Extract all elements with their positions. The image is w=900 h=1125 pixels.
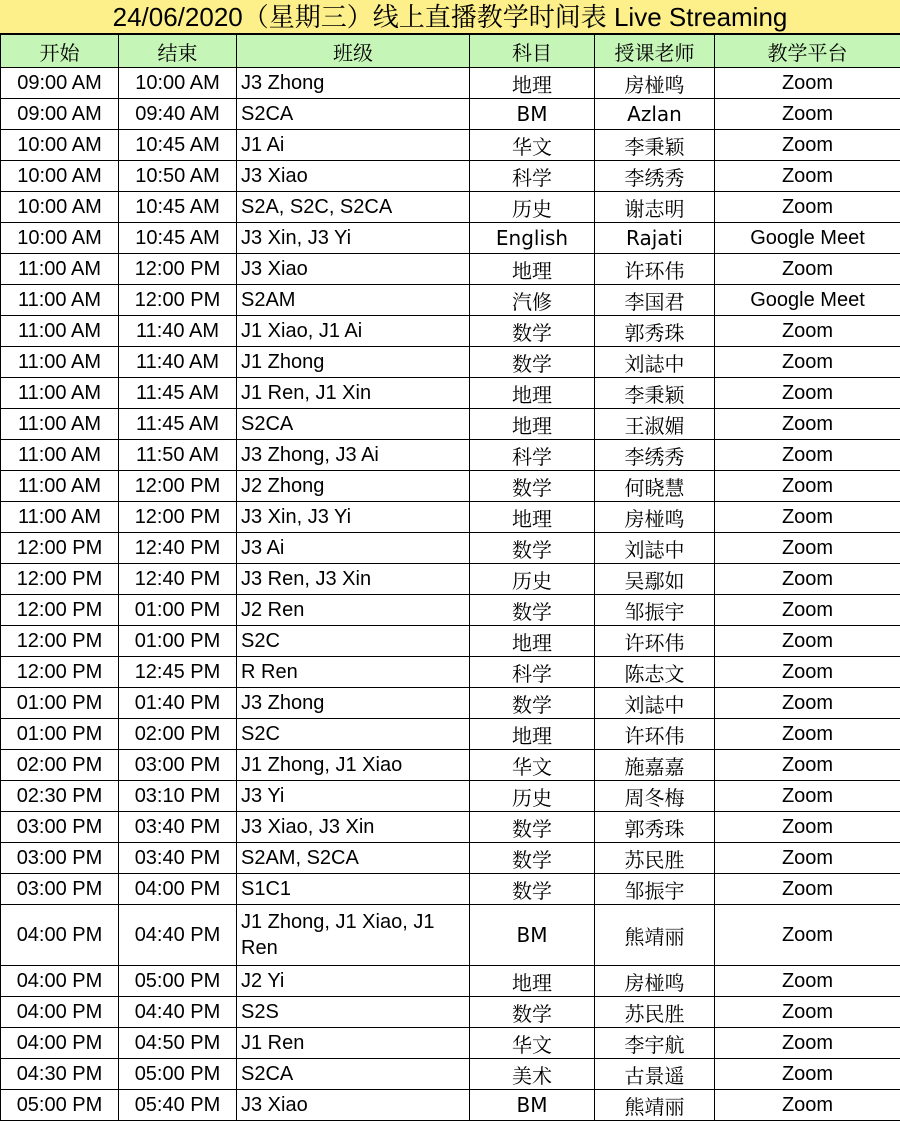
teacher-cell: 熊靖丽 xyxy=(595,1090,715,1121)
teacher-cell: 李绣秀 xyxy=(595,440,715,471)
class-cell: J3 Xiao xyxy=(237,161,470,192)
subject-cell: 数学 xyxy=(470,874,595,905)
subject-cell: 地理 xyxy=(470,254,595,285)
end-time-cell: 12:00 PM xyxy=(119,471,237,502)
end-time-cell: 11:50 AM xyxy=(119,440,237,471)
teacher-cell: 许环伟 xyxy=(595,719,715,750)
table-row xyxy=(1,285,900,316)
end-time-cell: 04:40 PM xyxy=(119,905,237,966)
end-time-cell: 04:50 PM xyxy=(119,1028,237,1059)
teacher-cell: 房椪鸣 xyxy=(595,966,715,997)
class-cell: J3 Yi xyxy=(237,781,470,812)
teacher-cell: 谢志明 xyxy=(595,192,715,223)
class-cell: J3 Xiao xyxy=(237,254,470,285)
table-row xyxy=(1,626,900,657)
subject-cell: 地理 xyxy=(470,68,595,99)
table-row xyxy=(1,502,900,533)
end-time-cell: 10:45 AM xyxy=(119,223,237,254)
class-cell: J3 Zhong xyxy=(237,688,470,719)
class-cell: R Ren xyxy=(237,657,470,688)
start-time-cell: 12:00 PM xyxy=(1,626,119,657)
class-cell: J1 Zhong xyxy=(237,347,470,378)
teacher-cell: 施嘉嘉 xyxy=(595,750,715,781)
table-row xyxy=(1,874,900,905)
start-time-cell: 04:00 PM xyxy=(1,997,119,1028)
column-header-class: 班级 xyxy=(237,35,470,68)
start-time-cell: 11:00 AM xyxy=(1,378,119,409)
subject-cell: 汽修 xyxy=(470,285,595,316)
end-time-cell: 05:00 PM xyxy=(119,966,237,997)
start-time-cell: 03:00 PM xyxy=(1,874,119,905)
end-time-cell: 04:00 PM xyxy=(119,874,237,905)
end-time-cell: 12:00 PM xyxy=(119,254,237,285)
teacher-cell: Rajati xyxy=(595,223,715,254)
subject-cell: 数学 xyxy=(470,533,595,564)
platform-cell: Zoom xyxy=(715,533,900,564)
subject-cell: 科学 xyxy=(470,161,595,192)
subject-cell: 地理 xyxy=(470,502,595,533)
start-time-cell: 09:00 AM xyxy=(1,99,119,130)
table-row xyxy=(1,347,900,378)
teacher-cell: 许环伟 xyxy=(595,254,715,285)
teacher-cell: 苏民胜 xyxy=(595,997,715,1028)
table-row xyxy=(1,192,900,223)
table-row xyxy=(1,1090,900,1121)
class-cell: J1 Ai xyxy=(237,130,470,161)
subject-cell: BM xyxy=(470,99,595,130)
start-time-cell: 02:30 PM xyxy=(1,781,119,812)
teacher-cell: 郭秀珠 xyxy=(595,316,715,347)
start-time-cell: 12:00 PM xyxy=(1,595,119,626)
subject-cell: 数学 xyxy=(470,688,595,719)
platform-cell: Zoom xyxy=(715,68,900,99)
table-row xyxy=(1,997,900,1028)
platform-cell: Zoom xyxy=(715,997,900,1028)
class-cell: S2CA xyxy=(237,409,470,440)
table-row xyxy=(1,657,900,688)
end-time-cell: 12:40 PM xyxy=(119,533,237,564)
column-header-start: 开始 xyxy=(1,35,119,68)
start-time-cell: 04:00 PM xyxy=(1,905,119,966)
end-time-cell: 10:45 AM xyxy=(119,192,237,223)
class-cell: S1C1 xyxy=(237,874,470,905)
platform-cell: Zoom xyxy=(715,471,900,502)
end-time-cell: 11:40 AM xyxy=(119,347,237,378)
start-time-cell: 01:00 PM xyxy=(1,719,119,750)
table-row xyxy=(1,99,900,130)
platform-cell: Google Meet xyxy=(715,285,900,316)
platform-cell: Zoom xyxy=(715,347,900,378)
schedule-table xyxy=(0,34,900,1121)
end-time-cell: 12:00 PM xyxy=(119,285,237,316)
teacher-cell: 周冬梅 xyxy=(595,781,715,812)
subject-cell: 数学 xyxy=(470,812,595,843)
class-cell: S2CA xyxy=(237,1059,470,1090)
subject-cell: 华文 xyxy=(470,1028,595,1059)
end-time-cell: 03:40 PM xyxy=(119,812,237,843)
platform-cell: Zoom xyxy=(715,1059,900,1090)
platform-cell: Zoom xyxy=(715,409,900,440)
teacher-cell: 吴鄢如 xyxy=(595,564,715,595)
end-time-cell: 09:40 AM xyxy=(119,99,237,130)
start-time-cell: 11:00 AM xyxy=(1,285,119,316)
page-title: 24/06/2020（星期三）线上直播教学时间表 Live Streaming xyxy=(0,0,900,34)
start-time-cell: 12:00 PM xyxy=(1,533,119,564)
header-row xyxy=(1,35,900,68)
table-row xyxy=(1,254,900,285)
class-cell: S2S xyxy=(237,997,470,1028)
teacher-cell: 李秉颖 xyxy=(595,130,715,161)
platform-cell: Google Meet xyxy=(715,223,900,254)
platform-cell: Zoom xyxy=(715,874,900,905)
platform-cell: Zoom xyxy=(715,316,900,347)
subject-cell: 华文 xyxy=(470,130,595,161)
table-row xyxy=(1,1059,900,1090)
subject-cell: BM xyxy=(470,1090,595,1121)
subject-cell: 数学 xyxy=(470,843,595,874)
class-cell: J2 Yi xyxy=(237,966,470,997)
class-cell: J3 Xiao, J3 Xin xyxy=(237,812,470,843)
subject-cell: 历史 xyxy=(470,781,595,812)
start-time-cell: 02:00 PM xyxy=(1,750,119,781)
start-time-cell: 12:00 PM xyxy=(1,657,119,688)
teacher-cell: 王淑媚 xyxy=(595,409,715,440)
platform-cell: Zoom xyxy=(715,781,900,812)
teacher-cell: 李秉颖 xyxy=(595,378,715,409)
end-time-cell: 01:00 PM xyxy=(119,595,237,626)
teacher-cell: 刘誌中 xyxy=(595,688,715,719)
teacher-cell: 刘誌中 xyxy=(595,347,715,378)
table-row xyxy=(1,905,900,966)
teacher-cell: 刘誌中 xyxy=(595,533,715,564)
class-cell: J1 Ren xyxy=(237,1028,470,1059)
platform-cell: Zoom xyxy=(715,719,900,750)
subject-cell: 地理 xyxy=(470,626,595,657)
start-time-cell: 11:00 AM xyxy=(1,440,119,471)
subject-cell: 科学 xyxy=(470,440,595,471)
teacher-cell: 邹振宇 xyxy=(595,874,715,905)
end-time-cell: 02:00 PM xyxy=(119,719,237,750)
subject-cell: 数学 xyxy=(470,471,595,502)
subject-cell: 数学 xyxy=(470,347,595,378)
table-row xyxy=(1,719,900,750)
class-cell: S2CA xyxy=(237,99,470,130)
start-time-cell: 12:00 PM xyxy=(1,564,119,595)
subject-cell: 历史 xyxy=(470,564,595,595)
column-header-subject: 科目 xyxy=(470,35,595,68)
start-time-cell: 11:00 AM xyxy=(1,347,119,378)
subject-cell: 历史 xyxy=(470,192,595,223)
start-time-cell: 01:00 PM xyxy=(1,688,119,719)
platform-cell: Zoom xyxy=(715,1090,900,1121)
start-time-cell: 10:00 AM xyxy=(1,192,119,223)
teacher-cell: 古景遥 xyxy=(595,1059,715,1090)
subject-cell: 数学 xyxy=(470,316,595,347)
class-cell: J3 Xin, J3 Yi xyxy=(237,223,470,254)
subject-cell: 科学 xyxy=(470,657,595,688)
start-time-cell: 11:00 AM xyxy=(1,471,119,502)
start-time-cell: 10:00 AM xyxy=(1,223,119,254)
class-cell: J3 Ren, J3 Xin xyxy=(237,564,470,595)
start-time-cell: 11:00 AM xyxy=(1,502,119,533)
end-time-cell: 11:45 AM xyxy=(119,409,237,440)
subject-cell: 数学 xyxy=(470,595,595,626)
start-time-cell: 04:00 PM xyxy=(1,966,119,997)
subject-cell: 地理 xyxy=(470,966,595,997)
class-cell: J1 Zhong, J1 Xiao, J1 Ren xyxy=(237,905,470,966)
platform-cell: Zoom xyxy=(715,626,900,657)
table-row xyxy=(1,161,900,192)
teacher-cell: 李绣秀 xyxy=(595,161,715,192)
end-time-cell: 04:40 PM xyxy=(119,997,237,1028)
table-row xyxy=(1,781,900,812)
table-row xyxy=(1,750,900,781)
table-row xyxy=(1,440,900,471)
teacher-cell: 许环伟 xyxy=(595,626,715,657)
platform-cell: Zoom xyxy=(715,378,900,409)
subject-cell: English xyxy=(470,223,595,254)
start-time-cell: 11:00 AM xyxy=(1,316,119,347)
teacher-cell: 李国君 xyxy=(595,285,715,316)
subject-cell: 华文 xyxy=(470,750,595,781)
table-row xyxy=(1,564,900,595)
teacher-cell: 邹振宇 xyxy=(595,595,715,626)
start-time-cell: 04:00 PM xyxy=(1,1028,119,1059)
platform-cell: Zoom xyxy=(715,657,900,688)
table-row xyxy=(1,68,900,99)
subject-cell: 美术 xyxy=(470,1059,595,1090)
subject-cell: 数学 xyxy=(470,997,595,1028)
teacher-cell: 陈志文 xyxy=(595,657,715,688)
end-time-cell: 05:00 PM xyxy=(119,1059,237,1090)
teacher-cell: 房椪鸣 xyxy=(595,68,715,99)
class-cell: J2 Zhong xyxy=(237,471,470,502)
table-row xyxy=(1,688,900,719)
end-time-cell: 12:40 PM xyxy=(119,564,237,595)
class-cell: S2C xyxy=(237,626,470,657)
platform-cell: Zoom xyxy=(715,843,900,874)
class-cell: J1 Xiao, J1 Ai xyxy=(237,316,470,347)
end-time-cell: 03:40 PM xyxy=(119,843,237,874)
teacher-cell: 郭秀珠 xyxy=(595,812,715,843)
table-row xyxy=(1,812,900,843)
platform-cell: Zoom xyxy=(715,130,900,161)
table-row xyxy=(1,533,900,564)
end-time-cell: 01:00 PM xyxy=(119,626,237,657)
end-time-cell: 12:45 PM xyxy=(119,657,237,688)
platform-cell: Zoom xyxy=(715,595,900,626)
class-cell: J1 Ren, J1 Xin xyxy=(237,378,470,409)
end-time-cell: 12:00 PM xyxy=(119,502,237,533)
end-time-cell: 10:50 AM xyxy=(119,161,237,192)
platform-cell: Zoom xyxy=(715,688,900,719)
end-time-cell: 11:40 AM xyxy=(119,316,237,347)
platform-cell: Zoom xyxy=(715,161,900,192)
end-time-cell: 01:40 PM xyxy=(119,688,237,719)
class-cell: S2A, S2C, S2CA xyxy=(237,192,470,223)
start-time-cell: 11:00 AM xyxy=(1,409,119,440)
class-cell: J3 Xin, J3 Yi xyxy=(237,502,470,533)
subject-cell: 地理 xyxy=(470,719,595,750)
table-row xyxy=(1,409,900,440)
start-time-cell: 09:00 AM xyxy=(1,68,119,99)
start-time-cell: 03:00 PM xyxy=(1,812,119,843)
table-row xyxy=(1,130,900,161)
teacher-cell: 房椪鸣 xyxy=(595,502,715,533)
platform-cell: Zoom xyxy=(715,192,900,223)
platform-cell: Zoom xyxy=(715,905,900,966)
column-header-end: 结束 xyxy=(119,35,237,68)
class-cell: J1 Zhong, J1 Xiao xyxy=(237,750,470,781)
subject-cell: 地理 xyxy=(470,378,595,409)
start-time-cell: 10:00 AM xyxy=(1,130,119,161)
class-cell: J3 Ai xyxy=(237,533,470,564)
class-cell: S2AM, S2CA xyxy=(237,843,470,874)
class-cell: J3 Zhong xyxy=(237,68,470,99)
end-time-cell: 11:45 AM xyxy=(119,378,237,409)
table-row xyxy=(1,223,900,254)
column-header-teacher: 授课老师 xyxy=(595,35,715,68)
end-time-cell: 03:10 PM xyxy=(119,781,237,812)
class-cell: J3 Zhong, J3 Ai xyxy=(237,440,470,471)
class-cell: J3 Xiao xyxy=(237,1090,470,1121)
platform-cell: Zoom xyxy=(715,812,900,843)
platform-cell: Zoom xyxy=(715,1028,900,1059)
end-time-cell: 10:45 AM xyxy=(119,130,237,161)
table-row xyxy=(1,843,900,874)
subject-cell: BM xyxy=(470,905,595,966)
teacher-cell: Azlan xyxy=(595,99,715,130)
start-time-cell: 04:30 PM xyxy=(1,1059,119,1090)
start-time-cell: 05:00 PM xyxy=(1,1090,119,1121)
table-row xyxy=(1,471,900,502)
teacher-cell: 李宇航 xyxy=(595,1028,715,1059)
platform-cell: Zoom xyxy=(715,966,900,997)
platform-cell: Zoom xyxy=(715,564,900,595)
start-time-cell: 03:00 PM xyxy=(1,843,119,874)
column-header-platform: 教学平台 xyxy=(715,35,900,68)
table-row xyxy=(1,1028,900,1059)
table-row xyxy=(1,316,900,347)
end-time-cell: 10:00 AM xyxy=(119,68,237,99)
end-time-cell: 03:00 PM xyxy=(119,750,237,781)
platform-cell: Zoom xyxy=(715,99,900,130)
teacher-cell: 何晓慧 xyxy=(595,471,715,502)
subject-cell: 地理 xyxy=(470,409,595,440)
class-cell: S2AM xyxy=(237,285,470,316)
teacher-cell: 苏民胜 xyxy=(595,843,715,874)
platform-cell: Zoom xyxy=(715,440,900,471)
platform-cell: Zoom xyxy=(715,254,900,285)
start-time-cell: 10:00 AM xyxy=(1,161,119,192)
teacher-cell: 熊靖丽 xyxy=(595,905,715,966)
platform-cell: Zoom xyxy=(715,502,900,533)
class-cell: S2C xyxy=(237,719,470,750)
start-time-cell: 11:00 AM xyxy=(1,254,119,285)
platform-cell: Zoom xyxy=(715,750,900,781)
class-cell: J2 Ren xyxy=(237,595,470,626)
table-row xyxy=(1,966,900,997)
table-row xyxy=(1,378,900,409)
end-time-cell: 05:40 PM xyxy=(119,1090,237,1121)
table-row xyxy=(1,595,900,626)
